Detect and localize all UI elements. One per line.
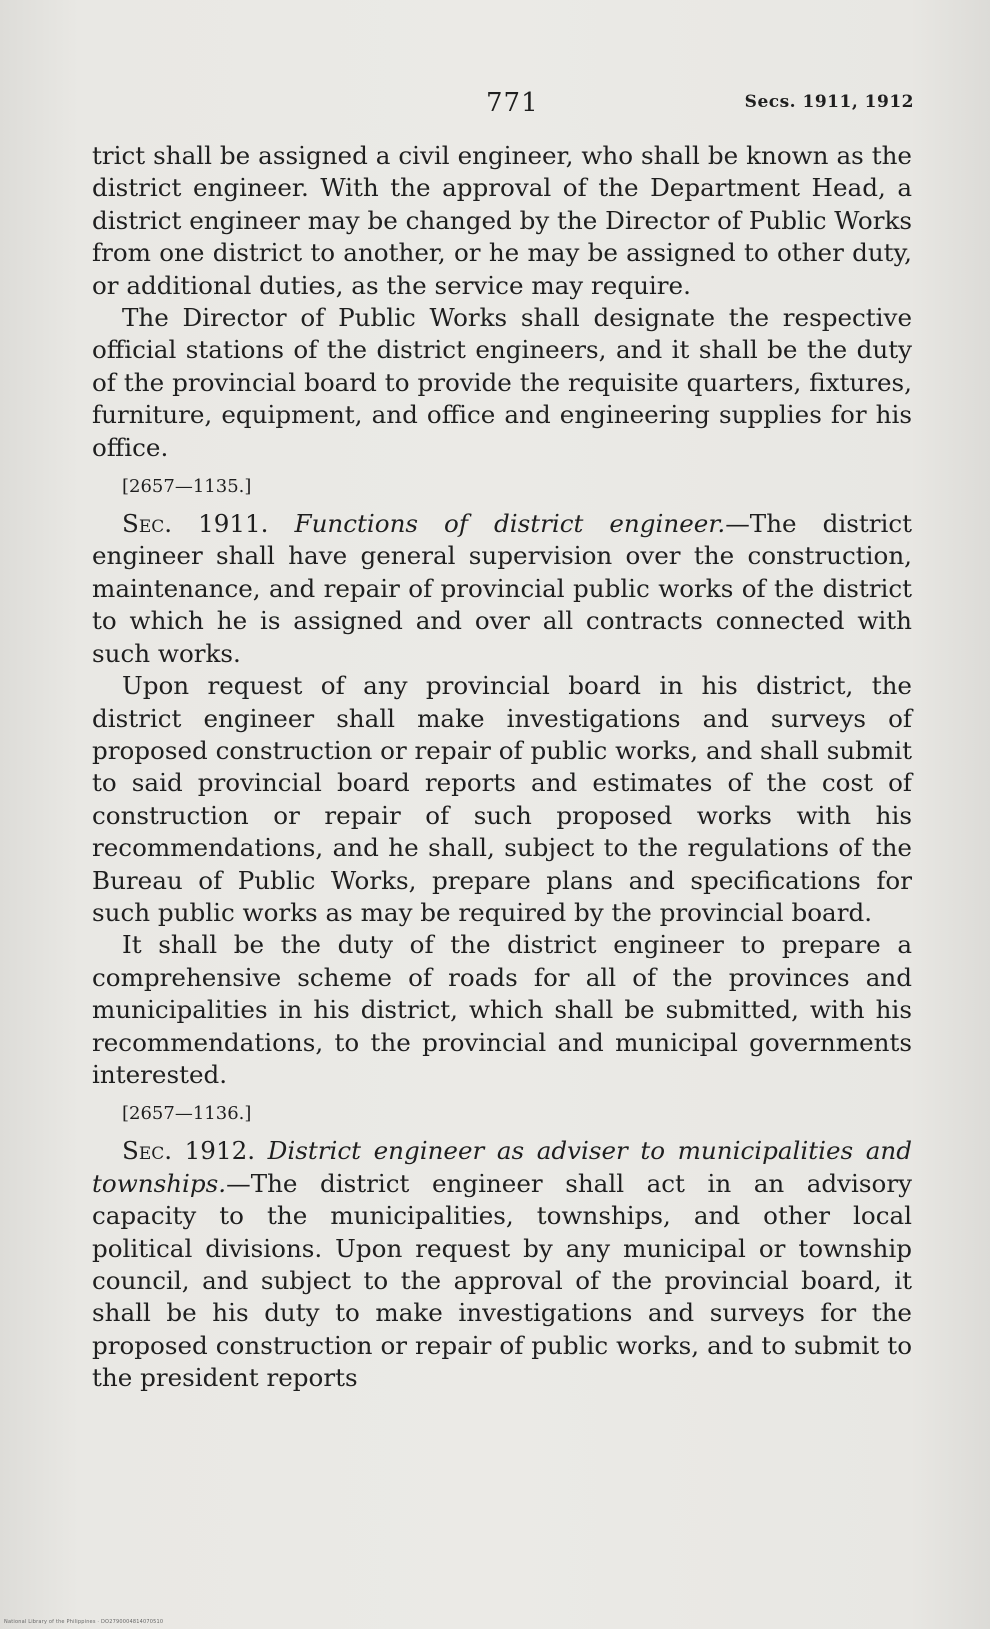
section-label: Sec. 1911. — [122, 509, 269, 539]
section-1912-lead — [92, 1135, 912, 1394]
running-head: Secs. 1911, 1912 — [744, 92, 914, 112]
section-title: District engineer as adviser to municipalities and townships. — [92, 1136, 912, 1198]
paragraph: The Director of Public Works shall designate the respective official stations of the district engineers, and it shall be the duty of the provincial board to provide the requisite quarters, fixtures, furniture, equipment, and office and engineering supplies for his office. — [92, 303, 912, 462]
section-lead-text: —The district engineer shall act in an advisory capacity to the municipalities, townships, and other local political divisions. Upon request by any municipal or township council, and subject to the approval of the provincial board, it shall be his duty to make investigations and surveys for the proposed construction or repair of public works, and to submit to the president reports — [92, 1168, 912, 1393]
body-text — [92, 140, 912, 1395]
section-label: Sec. 1912. — [122, 1136, 256, 1166]
paragraph-continued: trict shall be assigned a civil engineer, who shall be known as the district engineer. With the approval of the Department Head, a district engineer may be changed by the Director of Public Works from one district to another, or he may be assigned to other duty, or additional duties, as the service may require. — [92, 141, 912, 300]
paragraph: It shall be the duty of the district engineer to prepare a comprehensive scheme of roads for all of the provinces and municipalities in his district, which shall be submitted, with his recommendations, to the provincial and municipal governments interested. — [92, 930, 912, 1089]
page-number: 771 — [486, 88, 539, 118]
page-header — [0, 88, 990, 128]
section-lead-text: —The district engineer shall have general supervision over the construction, maintenance, and repair of provincial public works of the district to which he is assigned and over all contracts connected with such works. — [92, 509, 912, 668]
section-1911-lead — [92, 508, 912, 670]
section-title: Functions of district engineer. — [294, 509, 726, 539]
section-citation: [2657—1135.] — [122, 476, 252, 498]
scan-footer-note: National Library of the Philippines · DO2790004814070510 — [4, 1619, 164, 1625]
paragraph: Upon request of any provincial board in his district, the district engineer shall make investigations and surveys of proposed construction or repair of public works, and shall submit to said provincial board reports and estimates of the cost of construction or repair of such proposed works with his recommendations, and he shall, subject to the regulations of the Bureau of Public Works, prepare plans and specifications for such public works as may be required by the provincial board. — [92, 671, 912, 927]
section-citation: [2657—1136.] — [122, 1103, 252, 1125]
